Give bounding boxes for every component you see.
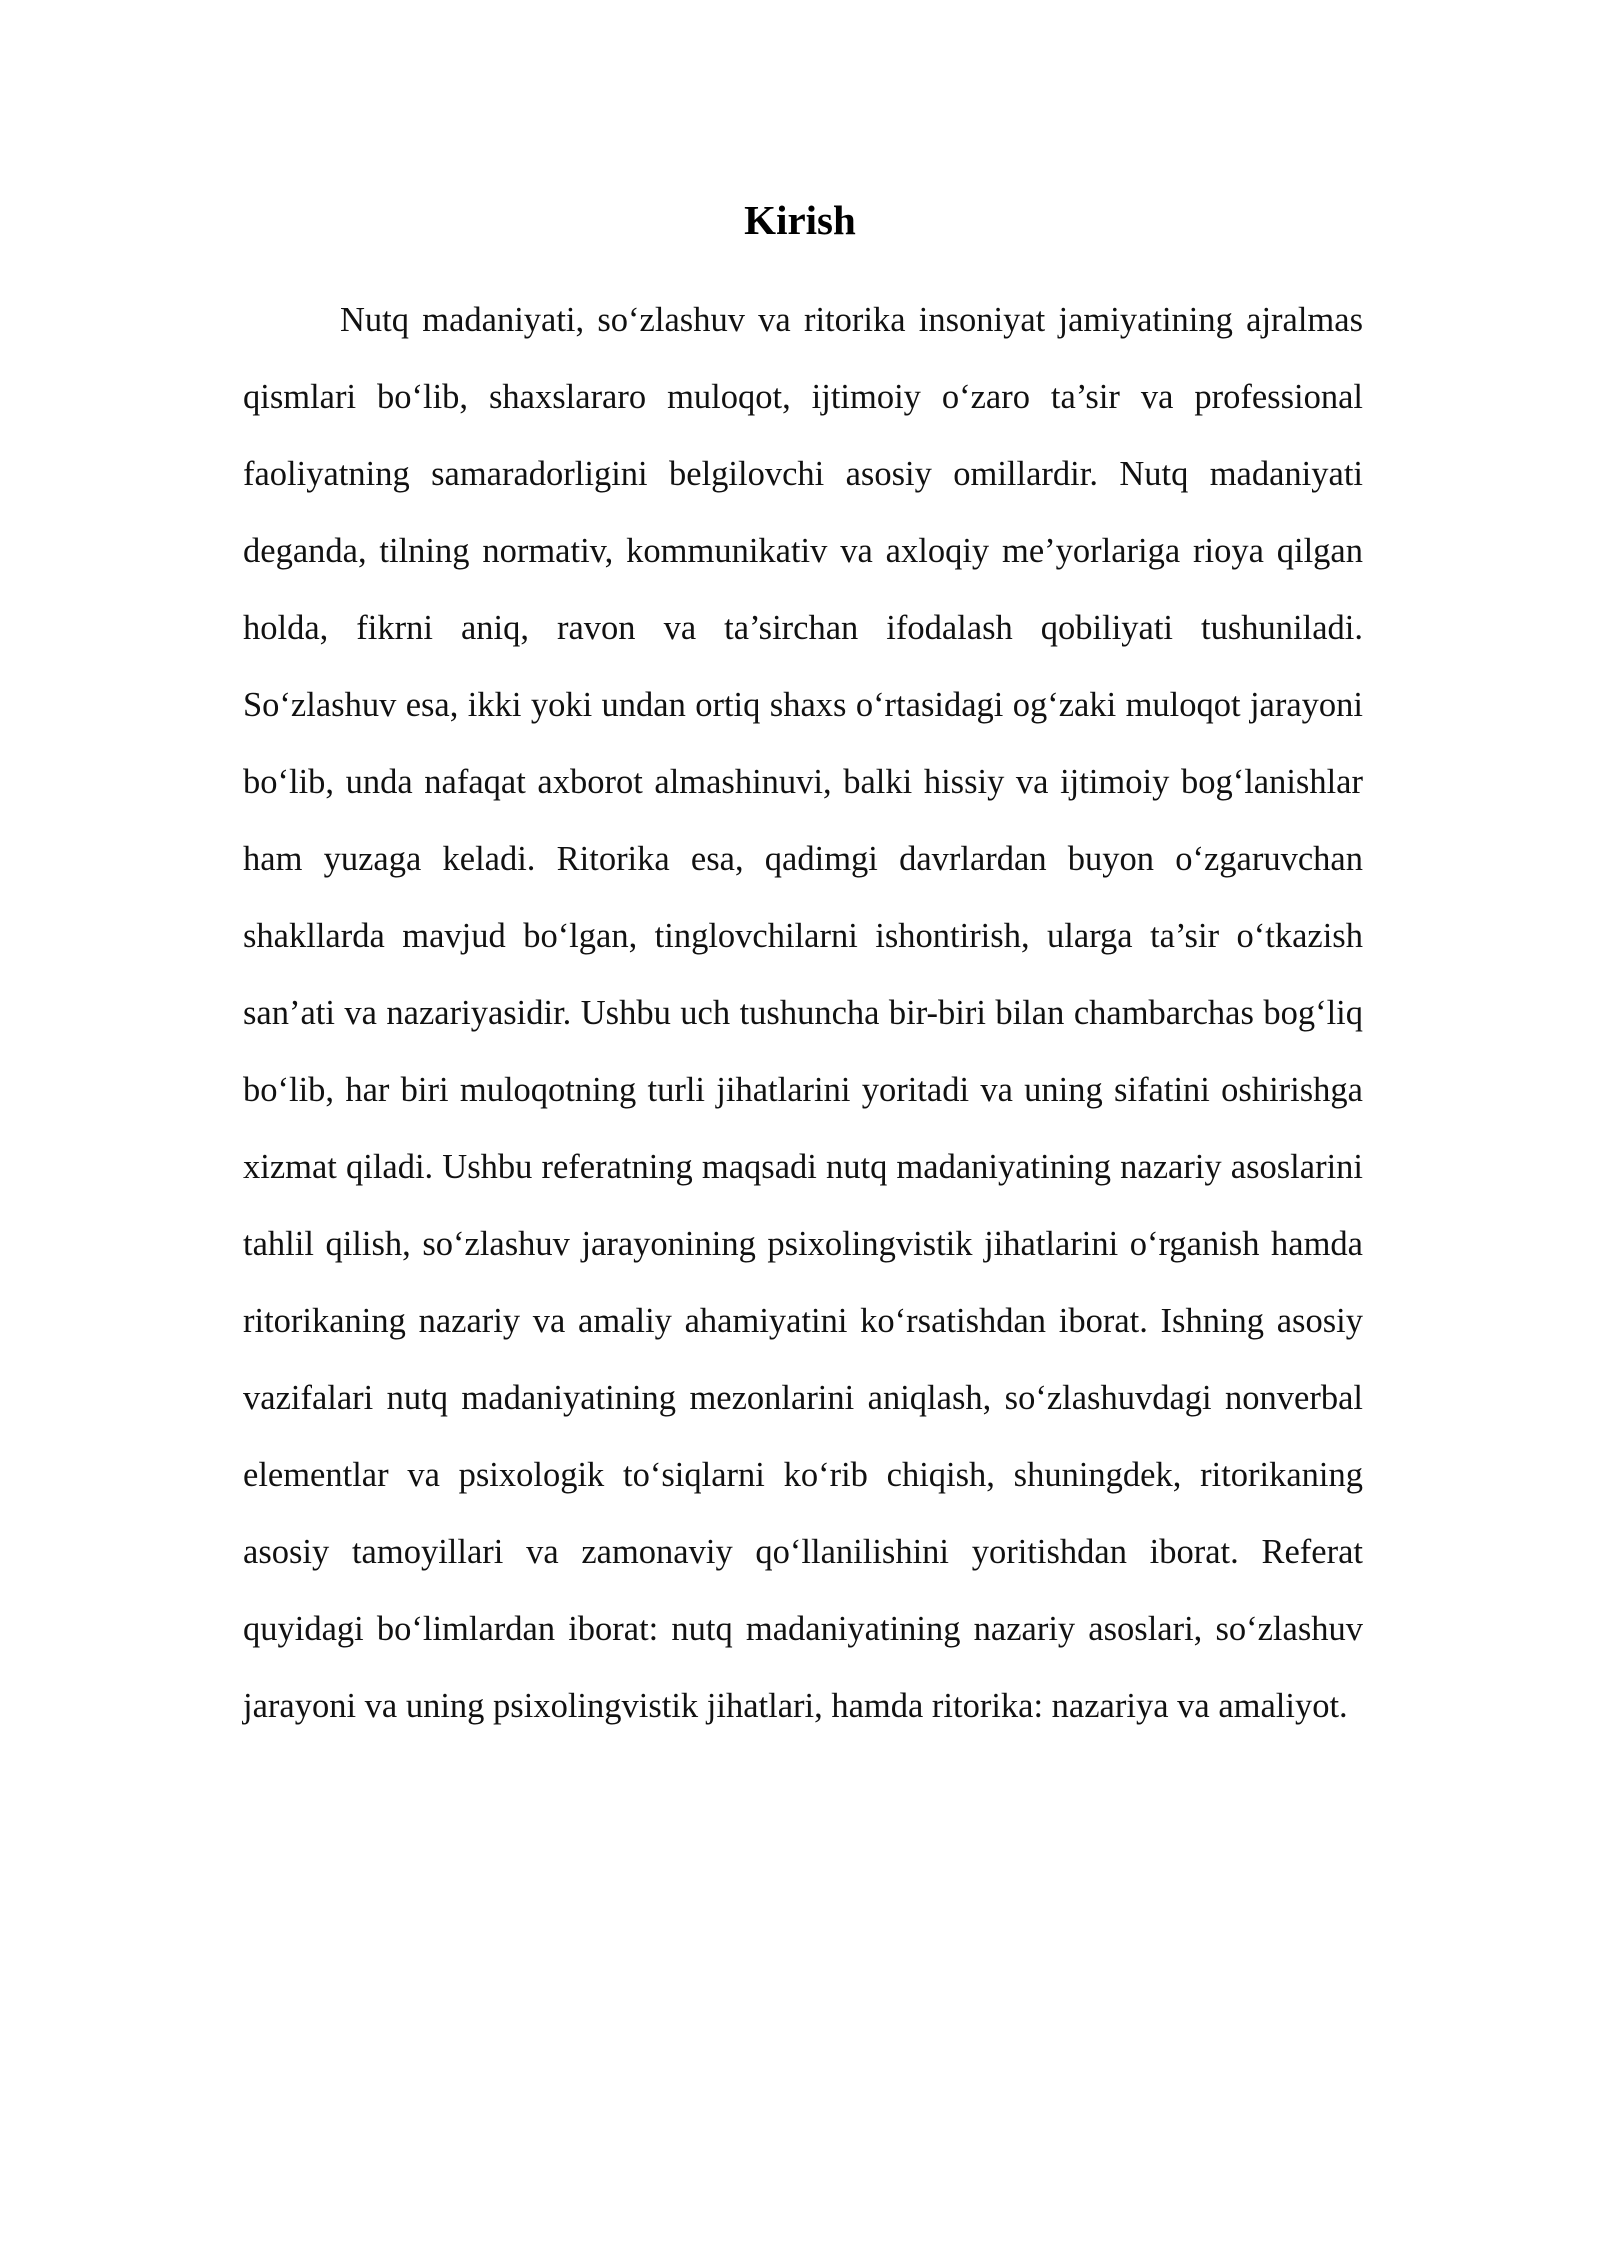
page-title: Kirish — [744, 197, 856, 243]
introduction-paragraph: Nutq madaniyati, so‘zlashuv va ritorika insoniyat jamiyatining ajralmas qismlari bo‘lib, shaxslararo muloqot, ijtimoiy o‘zaro ta’sir va professional faoliyatning samaradorligini belgilovchi asosiy omillardir. Nutq madaniyati deganda, tilning normativ, kommunikativ va axloqiy me’yorlariga rioya qilgan holda, fikrni aniq, ravon va ta’sirchan ifodalash qobiliyati tushuniladi. So‘zlashuv esa, ikki yoki undan ortiq shaxs o‘rtasidagi og‘zaki muloqot jarayoni bo‘lib, unda nafaqat axborot almashinuvi, balki hissiy va ijtimoiy bog‘lanishlar ham yuzaga keladi. Ritorika esa, qadimgi davrlardan buyon o‘zgaruvchan shakllarda mavjud bo‘lgan, tinglovchilarni ishontirish, ularga ta’sir o‘tkazish san’ati va nazariyasidir. Ushbu uch tushuncha bir-biri bilan chambarchas bog‘liq bo‘lib, har biri muloqotning turli jihatlarini yoritadi va uning sifatini oshirishga xizmat qiladi. Ushbu referatning maqsadi nutq madaniyatining nazariy asoslarini tahlil qilish, so‘zlashuv jarayonining psixolingvistik jihatlarini o‘rganish hamda ritorikaning nazariy va amaliy ahamiyatini ko‘rsatishdan iborat. Ishning asosiy vazifalari nutq madaniyatining mezonlarini aniqlash, so‘zlashuvdagi nonverbal elementlar va psixologik to‘siqlarni ko‘rib chiqish, shuningdek, ritorikaning asosiy tamoyillari va zamonaviy qo‘llanilishini yoritishdan iborat. Referat quyidagi bo‘limlardan iborat: nutq madaniyatining nazariy asoslari, so‘zlashuv jarayoni va uning psixolingvistik jihatlari, hamda ritorika: nazariya va amaliyot. — [243, 301, 1363, 1725]
